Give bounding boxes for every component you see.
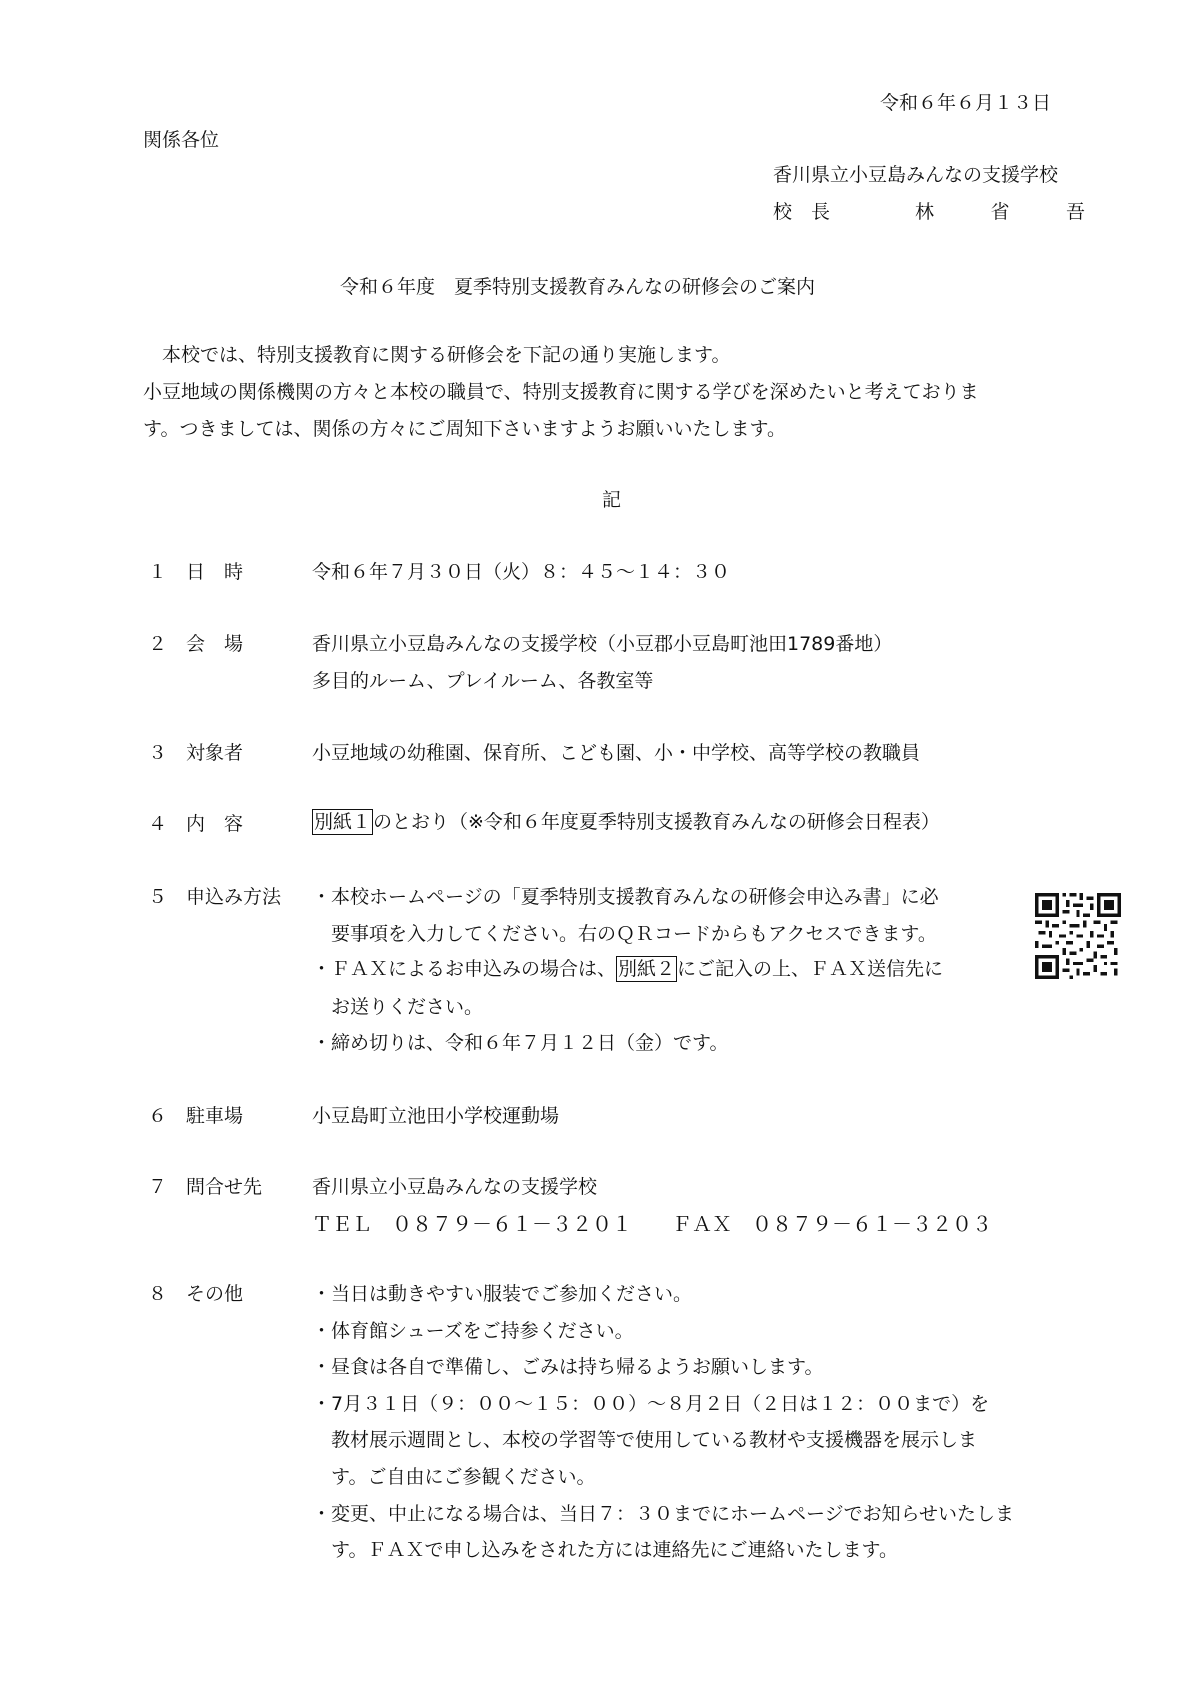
item-7-contact-phone-fax: ＴＥＬ ０８７９－６１－３２０１ ＦＡＸ ０８７９－６１－３２０３	[312, 1212, 992, 1236]
item-1-datetime: 令和６年７月３０日（火）８：４５～１４：３０	[312, 561, 731, 583]
item-5-line-3b: にご記入の上、ＦＡＸ送信先に	[677, 958, 944, 980]
item-7-label: 問合せ先	[186, 1176, 263, 1198]
item-2-number: ２	[148, 633, 168, 655]
principal-name-3: 吾	[1065, 201, 1085, 223]
document-title: 令和６年度 夏季特別支援教育みんなの研修会のご案内	[340, 276, 816, 298]
item-5-label: 申込み方法	[186, 886, 282, 908]
item-5-line-2: 要事項を入力してください。右のＱＲコードからもアクセスできます。	[312, 923, 937, 945]
item-8-label: その他	[186, 1283, 244, 1305]
addressee: 関係各位	[143, 129, 220, 151]
item-3-number: ３	[148, 742, 168, 764]
ki-mark: 記	[602, 489, 622, 511]
document-date: 令和６年６月１３日	[880, 92, 1052, 114]
item-5-line-1: ・本校ホームページの「夏季特別支援教育みんなの研修会申込み書」に必	[312, 886, 939, 908]
intro-line-2: 小豆地域の関係機関の方々と本校の職員で、特別支援教育に関する学びを深めたいと考えておりま	[143, 381, 979, 403]
item-4-number: ４	[148, 813, 168, 835]
item-6-label: 駐車場	[186, 1105, 244, 1127]
item-8-line-6: す。ご自由にご参観ください。	[312, 1466, 596, 1488]
intro-line-1: 本校では、特別支援教育に関する研修会を下記の通り実施します。	[143, 344, 731, 366]
item-8-number: ８	[148, 1283, 168, 1305]
item-8-line-3: ・昼食は各自で準備し、ごみは持ち帰るようお願いします。	[312, 1356, 824, 1378]
item-8-line-4: ・7月３１日（９：００～１５：００）～８月２日（２日は１２：００まで）を	[312, 1393, 990, 1415]
item-2-venue: 香川県立小豆島みんなの支援学校（小豆郡小豆島町池田1789番地）	[312, 633, 893, 655]
principal-name-2: 省	[990, 201, 1010, 223]
item-6-number: ６	[148, 1105, 168, 1127]
item-5-line-5: ・締め切りは、令和６年７月１２日（金）です。	[312, 1032, 729, 1054]
item-5-line-3	[312, 960, 943, 979]
principal-name-1: 林	[915, 201, 935, 223]
school-name: 香川県立小豆島みんなの支援学校	[773, 164, 1059, 186]
item-1-number: １	[148, 561, 168, 583]
item-2-label: 会 場	[186, 633, 244, 655]
item-8-line-2: ・体育館シューズをご持参ください。	[312, 1320, 634, 1342]
item-8-line-5: 教材展示週間とし、本校の学習等で使用している教材や支援機器を展示しま	[312, 1429, 978, 1451]
item-6-parking: 小豆島町立池田小学校運動場	[312, 1105, 560, 1127]
item-7-number: ７	[148, 1176, 168, 1198]
intro-line-3: す。つきましては、関係の方々にご周知下さいますようお願いいたします。	[143, 418, 786, 440]
attachment-2-box: 別紙２	[618, 958, 676, 980]
item-7-contact-school: 香川県立小豆島みんなの支援学校	[312, 1176, 598, 1198]
item-5-line-3a: ・ＦＡＸによるお申込みの場合は、	[312, 958, 617, 980]
attachment-1-box: 別紙１	[314, 811, 372, 833]
item-8-line-1: ・当日は動きやすい服装でご参加ください。	[312, 1283, 693, 1305]
item-3-label: 対象者	[186, 742, 244, 764]
item-4-content-rest: のとおり（※令和６年度夏季特別支援教育みんなの研修会日程表）	[373, 811, 940, 833]
item-8-line-7: ・変更、中止になる場合は、当日７：３０までにホームページでお知らせいたしま	[312, 1503, 1015, 1525]
principal-signature	[773, 203, 1085, 222]
item-1-label: 日 時	[186, 561, 244, 583]
item-4-label: 内 容	[186, 813, 244, 835]
item-2-rooms: 多目的ルーム、プレイルーム、各教室等	[312, 670, 654, 692]
item-4-content	[312, 813, 940, 832]
item-8-line-8: す。ＦＡＸで申し込みをされた方には連絡先にご連絡いたします。	[312, 1539, 898, 1561]
item-5-number: ５	[148, 886, 168, 908]
item-3-target: 小豆地域の幼稚園、保育所、こども園、小・中学校、高等学校の教職員	[312, 742, 921, 764]
item-5-line-4: お送りください。	[312, 996, 484, 1018]
principal-title: 校 長	[773, 201, 831, 223]
qr-code-icon[interactable]	[1035, 893, 1121, 979]
